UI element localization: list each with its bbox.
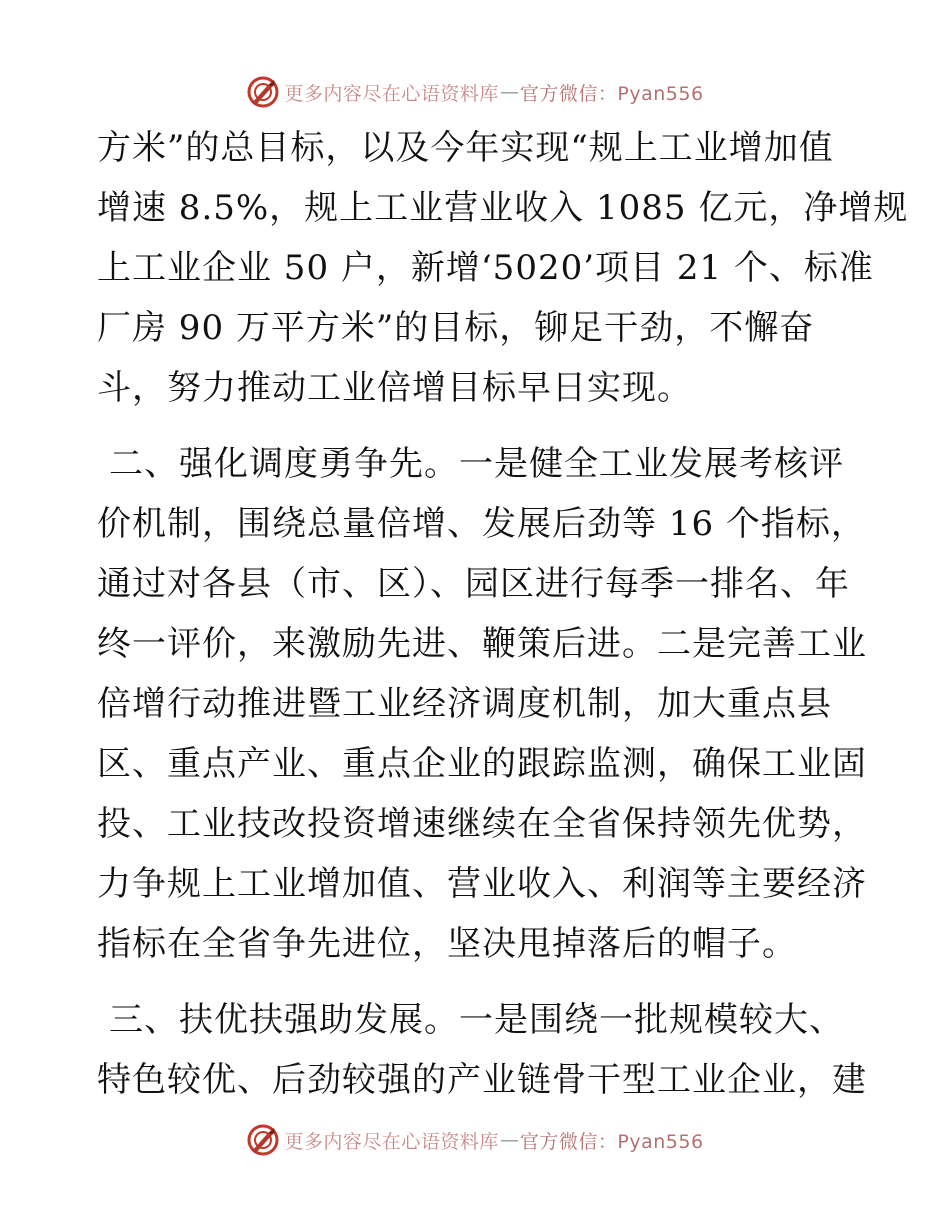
- paragraph-gap: [97, 974, 857, 990]
- text-line: 投、工业技改投资增速继续在全省保持领先优势，: [97, 804, 867, 844]
- document-body: [97, 118, 909, 1110]
- watermark-logo-icon: [246, 1123, 280, 1157]
- paragraph: [97, 990, 867, 1110]
- paragraph-gap: [97, 418, 857, 434]
- text-line: 二、强化调度勇争先。一是健全工业发展考核评: [109, 444, 844, 484]
- watermark-logo-icon: [246, 75, 280, 109]
- watermark-wechat: 官方微信：Pyan556: [519, 82, 704, 105]
- text-line: 上工业企业 50 户，新增‘5020’项目 21 个、标准: [97, 248, 874, 288]
- text-line: 三、扶优扶强助发展。一是围绕一批规模较大、: [109, 1000, 844, 1040]
- watermark-text: 更多内容尽在心语资料库: [284, 82, 499, 105]
- text-line: 厂房 90 万平方米”的目标，铆足干劲，不懈奋: [97, 308, 815, 348]
- watermark-text: 更多内容尽在心语资料库: [284, 1130, 499, 1153]
- text-line: 增速 8.5%，规上工业营业收入 1085 亿元，净增规: [97, 188, 909, 228]
- text-line: 倍增行动推进暨工业经济调度机制，加大重点县: [97, 684, 832, 724]
- text-line: 通过对各县（市、区）、园区进行每季一排名、年: [97, 564, 850, 604]
- watermark-wechat: 官方微信：Pyan556: [519, 1130, 704, 1153]
- text-line: 指标在全省争先进位，坚决甩掉落后的帽子。: [97, 924, 797, 964]
- text-line: 终一评价，来激励先进、鞭策后进。二是完善工业: [97, 624, 867, 664]
- paragraph: [97, 118, 909, 418]
- watermark-separator: —: [499, 1129, 519, 1151]
- text-line: 力争规上工业增加值、营业收入、利润等主要经济: [97, 864, 867, 904]
- text-line: 方米”的总目标，以及今年实现“规上工业增加值: [97, 128, 834, 168]
- text-line: 价机制，围绕总量倍增、发展后劲等 16 个指标，: [97, 504, 866, 544]
- paragraph: [97, 434, 867, 974]
- text-line: 斗，努力推动工业倍增目标早日实现。: [97, 368, 692, 408]
- text-line: 区、重点产业、重点企业的跟踪监测，确保工业固: [97, 744, 867, 784]
- watermark-header: [0, 72, 950, 112]
- text-line: 特色较优、后劲较强的产业链骨干型工业企业，建: [97, 1060, 867, 1100]
- watermark-separator: —: [499, 81, 519, 103]
- watermark-footer: [0, 1120, 950, 1160]
